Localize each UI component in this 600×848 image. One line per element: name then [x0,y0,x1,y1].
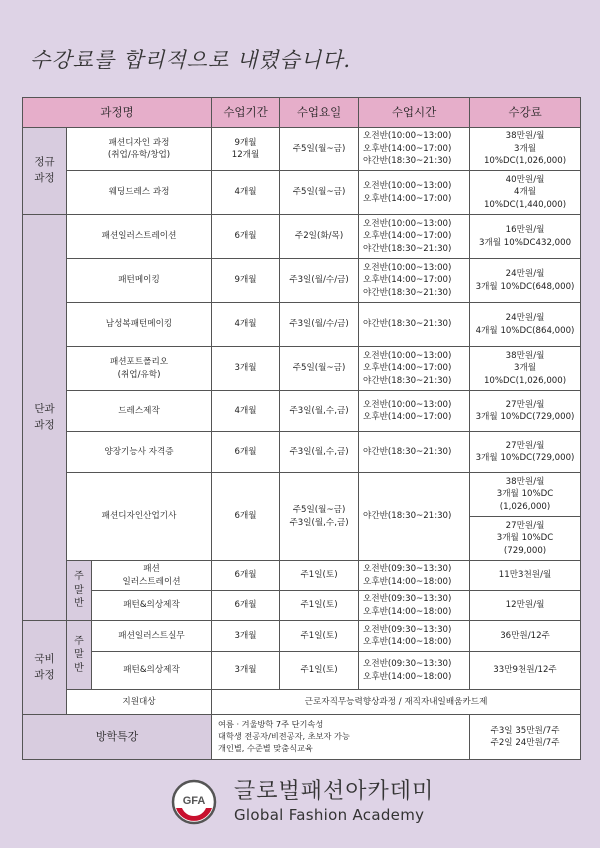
course-name: 웨딩드레스 과정 [67,171,212,215]
course-fee: 40만원/월 4개월 10%DC(1,440,000) [470,171,581,215]
course-fee: 38만원/월 3개월 10%DC(1,026,000) [470,128,581,171]
course-fee: 27만원/월 3개월 10%DC(729,000) [470,391,581,432]
course-days: 주5일(월~금) [280,128,359,171]
course-period: 4개월 [212,303,280,347]
course-fee: 38만원/월 3개월 10%DC (1,026,000) [470,473,581,517]
course-days: 주3일(월,수,금) [280,391,359,432]
headline: 수강료를 합리적으로 내렸습니다. [30,48,352,72]
course-days: 주5일(월~금) [280,347,359,391]
table-row [23,561,581,591]
table-row [23,621,581,652]
course-days: 주3일(월,수,금) [280,432,359,473]
category-regular: 정규 과정 [23,128,67,215]
special-row [23,715,581,760]
course-fee: 24만원/월 3개월 10%DC(648,000) [470,259,581,303]
table-row [23,652,581,690]
table-row [23,303,581,347]
support-value: 근로자직무능력향상과정 / 재직자내일배움카드제 [212,690,581,715]
header-row [23,98,581,128]
course-days: 주1일(토) [280,561,359,591]
course-period: 3개월 [212,347,280,391]
course-name: 패턴&의상제작 [92,591,212,621]
course-period: 6개월 [212,432,280,473]
academy-brand [170,770,440,830]
course-period: 6개월 [212,591,280,621]
course-period: 9개월 [212,259,280,303]
course-name: 패션일러스트레이션 [67,215,212,259]
table-row [23,432,581,473]
course-days: 주1일(토) [280,621,359,652]
course-period: 6개월 [212,473,280,561]
special-course-label: 방학특강 [23,715,212,760]
tuition-table [22,97,581,760]
table-row [23,347,581,391]
table-row [23,259,581,303]
course-days: 주1일(토) [280,591,359,621]
category-single: 단과 과정 [23,215,67,621]
course-times: 오전반(09:30~13:30) 오후반(14:00~18:00) [359,591,470,621]
course-name: 패션디자인 과정 (취업/유학/창업) [67,128,212,171]
academy-logo [170,778,218,826]
course-times: 야간반(18:30~21:30) [359,303,470,347]
category-national: 국비 과정 [23,621,67,715]
course-fee: 36만원/12주 [470,621,581,652]
brand-name-ko: 글로벌패션아카데미 [234,779,435,804]
header-period: 수업기간 [212,98,280,128]
course-times: 야간반(18:30~21:30) [359,473,470,561]
course-times: 오전반(09:30~13:30) 오후반(14:00~18:00) [359,652,470,690]
course-period: 3개월 [212,652,280,690]
course-period: 3개월 [212,621,280,652]
course-days: 주3일(월/수/금) [280,303,359,347]
course-times: 오전반(09:30~13:30) 오후반(14:00~18:00) [359,561,470,591]
table-row [23,391,581,432]
course-name: 패션디자인산업기사 [67,473,212,561]
course-times: 오전반(10:00~13:00) 오후반(14:00~17:00) 야간반(18:30~21:30) [359,347,470,391]
course-times: 오전반(10:00~13:00) 오후반(14:00~17:00) [359,171,470,215]
course-fee: 38만원/월 3개월 10%DC(1,026,000) [470,347,581,391]
course-period: 6개월 [212,561,280,591]
header-fee: 수강료 [470,98,581,128]
table-row [23,473,581,517]
course-period: 4개월 [212,391,280,432]
weekend-label: 주 말 반 [67,621,92,690]
header-times: 수업시간 [359,98,470,128]
special-course-fee: 주3일 35만원/7주 주2일 24만원/7주 [470,715,581,760]
table-row [23,128,581,171]
course-days: 주5일(월~금) [280,171,359,215]
course-name: 드레스제작 [67,391,212,432]
course-days: 주3일(월/수/금) [280,259,359,303]
header-days: 수업요일 [280,98,359,128]
course-days: 주1일(토) [280,652,359,690]
course-name: 패턴&의상제작 [92,652,212,690]
course-times: 오전반(10:00~13:00) 오후반(14:00~17:00) 야간반(18:30~21:30) [359,215,470,259]
course-name: 패션포트폴리오 (취업/유학) [67,347,212,391]
brand-name-en: Global Fashion Academy [234,806,425,824]
course-times: 야간반(18:30~21:30) [359,432,470,473]
table-row [23,215,581,259]
course-days: 주2일(화/목) [280,215,359,259]
course-times: 오전반(10:00~13:00) 오후반(14:00~17:00) [359,391,470,432]
table-row [23,591,581,621]
course-times: 오전반(09:30~13:30) 오후반(14:00~18:00) [359,621,470,652]
course-period: 4개월 [212,171,280,215]
course-fee: 16만원/월 3개월 10%DC432,000 [470,215,581,259]
course-name: 남성복패턴메이킹 [67,303,212,347]
course-name: 패션일러스트실무 [92,621,212,652]
course-fee: 27만원/월 3개월 10%DC (729,000) [470,517,581,561]
course-period: 6개월 [212,215,280,259]
table-row [23,171,581,215]
table-row [23,690,581,715]
course-fee: 33만9천원/12주 [470,652,581,690]
course-fee: 12만원/월 [470,591,581,621]
course-times: 오전반(10:00~13:00) 오후반(14:00~17:00) 야간반(18:30~21:30) [359,128,470,171]
course-times: 오전반(10:00~13:00) 오후반(14:00~17:00) 야간반(18:30~21:30) [359,259,470,303]
course-fee: 11만3천원/월 [470,561,581,591]
weekend-label: 주 말 반 [67,561,92,621]
special-course-desc: 여름 · 겨울방학 7주 단기속성 대학생 전공자/비전공자, 초보자 가능 개인별, 수준별 맞춤식교육 [212,715,470,760]
course-period: 9개월 12개월 [212,128,280,171]
logo-text: GFA [182,795,206,807]
course-fee: 24만원/월 4개월 10%DC(864,000) [470,303,581,347]
course-fee: 27만원/월 3개월 10%DC(729,000) [470,432,581,473]
support-label: 지원대상 [67,690,212,715]
header-course: 과정명 [23,98,212,128]
course-name: 패션 일러스트레이션 [92,561,212,591]
course-name: 양장기능사 자격증 [67,432,212,473]
course-days: 주5일(월~금) 주3일(월,수,금) [280,473,359,561]
course-name: 패턴메이킹 [67,259,212,303]
